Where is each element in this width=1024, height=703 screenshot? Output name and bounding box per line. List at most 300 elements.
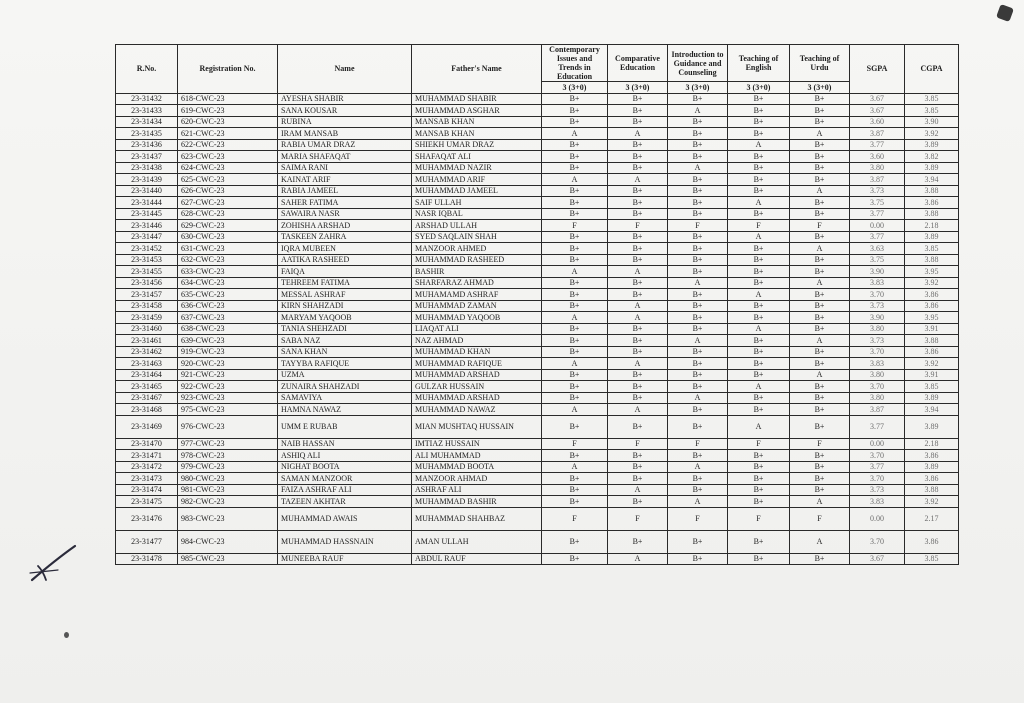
cell-reg: 632-CWC-23 [178, 254, 278, 266]
cell-grade: A [790, 335, 850, 347]
cell-cgpa: 3.89 [905, 461, 959, 473]
cell-grade: B+ [542, 392, 608, 404]
table-row [116, 93, 959, 105]
cell-grade: B+ [608, 151, 668, 163]
cell-reg: 622-CWC-23 [178, 139, 278, 151]
cell-sgpa: 3.83 [850, 277, 905, 289]
cell-grade: B+ [668, 93, 728, 105]
cell-grade: B+ [668, 197, 728, 209]
cell-grade: B+ [542, 381, 608, 393]
cell-name: RUBINA [278, 116, 412, 128]
header-row [116, 45, 959, 82]
cell-grade: A [668, 461, 728, 473]
cell-reg: 634-CWC-23 [178, 277, 278, 289]
cell-rno: 23-31472 [116, 461, 178, 473]
cell-reg: 618-CWC-23 [178, 93, 278, 105]
cell-grade: A [790, 496, 850, 508]
cell-name: IQRA MUBEEN [278, 243, 412, 255]
cell-rno: 23-31473 [116, 473, 178, 485]
cell-grade: B+ [608, 243, 668, 255]
cell-cgpa: 3.88 [905, 208, 959, 220]
cell-rno: 23-31433 [116, 105, 178, 117]
cell-father: MUHAMMAD SHAHBAZ [412, 507, 542, 530]
cell-reg: 629-CWC-23 [178, 220, 278, 232]
cell-reg: 628-CWC-23 [178, 208, 278, 220]
cell-grade: B+ [790, 266, 850, 278]
cell-name: NIGHAT BOOTA [278, 461, 412, 473]
header-father: Father's Name [412, 45, 542, 94]
cell-grade: B+ [728, 484, 790, 496]
cell-name: FAIQA [278, 266, 412, 278]
cell-grade: B+ [608, 392, 668, 404]
cell-cgpa: 3.86 [905, 530, 959, 553]
cell-reg: 624-CWC-23 [178, 162, 278, 174]
cell-grade: B+ [542, 473, 608, 485]
table-row [116, 116, 959, 128]
cell-grade: B+ [668, 208, 728, 220]
cell-grade: F [790, 220, 850, 232]
cell-grade: A [790, 243, 850, 255]
cell-reg: 979-CWC-23 [178, 461, 278, 473]
header-subject-2: Comparative Education [608, 45, 668, 82]
staple-mark [996, 4, 1014, 22]
cell-sgpa: 3.80 [850, 369, 905, 381]
cell-grade: A [608, 300, 668, 312]
table-row [116, 450, 959, 462]
table-row [116, 484, 959, 496]
header-subject-1: Contemporary Issues and Trends in Education [542, 45, 608, 82]
cell-grade: A [608, 358, 668, 370]
cell-reg: 921-CWC-23 [178, 369, 278, 381]
cell-cgpa: 3.86 [905, 300, 959, 312]
cell-rno: 23-31445 [116, 208, 178, 220]
cell-sgpa: 3.70 [850, 530, 905, 553]
cell-reg: 977-CWC-23 [178, 438, 278, 450]
cell-cgpa: 3.89 [905, 231, 959, 243]
cell-grade: B+ [790, 346, 850, 358]
cell-grade: B+ [542, 335, 608, 347]
cell-grade: B+ [608, 381, 668, 393]
cell-grade: B+ [790, 139, 850, 151]
cell-reg: 919-CWC-23 [178, 346, 278, 358]
cell-grade: B+ [790, 300, 850, 312]
cell-rno: 23-31435 [116, 128, 178, 140]
cell-grade: B+ [728, 496, 790, 508]
cell-grade: B+ [542, 116, 608, 128]
cell-cgpa: 3.89 [905, 392, 959, 404]
cell-grade: A [608, 404, 668, 416]
cell-name: SANA KHAN [278, 346, 412, 358]
cell-reg: 631-CWC-23 [178, 243, 278, 255]
cell-reg: 639-CWC-23 [178, 335, 278, 347]
cell-grade: B+ [728, 530, 790, 553]
cell-sgpa: 3.77 [850, 139, 905, 151]
cell-grade: B+ [728, 473, 790, 485]
cell-grade: B+ [728, 461, 790, 473]
cell-grade: B+ [608, 461, 668, 473]
cell-rno: 23-31459 [116, 312, 178, 324]
cell-grade: B+ [608, 254, 668, 266]
cell-cgpa: 3.95 [905, 266, 959, 278]
cell-name: TAZEEN AKHTAR [278, 496, 412, 508]
table-row [116, 404, 959, 416]
cell-grade: A [542, 266, 608, 278]
cell-father: NASR IQBAL [412, 208, 542, 220]
cell-name: MARIA SHAFAQAT [278, 151, 412, 163]
table-row [116, 289, 959, 301]
cell-rno: 23-31474 [116, 484, 178, 496]
cell-grade: B+ [542, 162, 608, 174]
cell-grade: B+ [790, 404, 850, 416]
cell-cgpa: 3.85 [905, 93, 959, 105]
cell-grade: B+ [668, 404, 728, 416]
cell-rno: 23-31434 [116, 116, 178, 128]
cell-grade: B+ [790, 323, 850, 335]
cell-father: MUHAMMAD YAQOOB [412, 312, 542, 324]
cell-rno: 23-31457 [116, 289, 178, 301]
cell-grade: B+ [668, 415, 728, 438]
cell-grade: B+ [668, 450, 728, 462]
cell-reg: 920-CWC-23 [178, 358, 278, 370]
cell-rno: 23-31477 [116, 530, 178, 553]
cell-cgpa: 3.89 [905, 415, 959, 438]
cell-reg: 619-CWC-23 [178, 105, 278, 117]
cell-grade: B+ [608, 139, 668, 151]
table-row [116, 151, 959, 163]
cell-name: SAIMA RANI [278, 162, 412, 174]
cell-grade: B+ [790, 415, 850, 438]
table-row [116, 105, 959, 117]
cell-name: ZOHISHA ARSHAD [278, 220, 412, 232]
cell-grade: B+ [790, 174, 850, 186]
cell-grade: A [668, 496, 728, 508]
cell-sgpa: 0.00 [850, 220, 905, 232]
cell-name: TANIA SHEHZADI [278, 323, 412, 335]
cell-reg: 976-CWC-23 [178, 415, 278, 438]
cell-cgpa: 3.86 [905, 289, 959, 301]
cell-cgpa: 3.91 [905, 323, 959, 335]
cell-sgpa: 3.77 [850, 461, 905, 473]
cell-cgpa: 2.18 [905, 438, 959, 450]
cell-grade: B+ [668, 300, 728, 312]
cell-grade: B+ [608, 231, 668, 243]
cell-reg: 635-CWC-23 [178, 289, 278, 301]
cell-grade: A [542, 174, 608, 186]
cell-grade: B+ [790, 358, 850, 370]
cell-grade: B+ [668, 484, 728, 496]
cell-cgpa: 3.89 [905, 139, 959, 151]
cell-cgpa: 3.92 [905, 358, 959, 370]
cell-rno: 23-31471 [116, 450, 178, 462]
cell-rno: 23-31460 [116, 323, 178, 335]
cell-name: SAHER FATIMA [278, 197, 412, 209]
cell-grade: A [790, 128, 850, 140]
cell-grade: B+ [728, 208, 790, 220]
cell-father: MUHAMAMD ASHRAF [412, 289, 542, 301]
cell-sgpa: 3.75 [850, 254, 905, 266]
cell-grade: B+ [668, 346, 728, 358]
cell-grade: A [790, 530, 850, 553]
cell-grade: B+ [608, 530, 668, 553]
table-row [116, 381, 959, 393]
cell-grade: B+ [728, 369, 790, 381]
cell-name: SAMAVIYA [278, 392, 412, 404]
table-row [116, 174, 959, 186]
cell-grade: B+ [542, 496, 608, 508]
cell-father: ABDUL RAUF [412, 553, 542, 565]
cell-rno: 23-31461 [116, 335, 178, 347]
cell-sgpa: 3.90 [850, 266, 905, 278]
cell-grade: B+ [542, 93, 608, 105]
cell-rno: 23-31464 [116, 369, 178, 381]
cell-cgpa: 3.86 [905, 197, 959, 209]
cell-name: IRAM MANSAB [278, 128, 412, 140]
cell-sgpa: 0.00 [850, 438, 905, 450]
credit-label: 3 (3+0) [790, 82, 850, 94]
cell-grade: B+ [728, 553, 790, 565]
cell-cgpa: 3.92 [905, 496, 959, 508]
table-row [116, 461, 959, 473]
cell-name: TAYYBA RAFIQUE [278, 358, 412, 370]
table-row [116, 415, 959, 438]
cell-sgpa: 3.80 [850, 392, 905, 404]
cell-father: ALI MUHAMMAD [412, 450, 542, 462]
cell-grade: B+ [668, 323, 728, 335]
cell-grade: B+ [728, 174, 790, 186]
cell-reg: 981-CWC-23 [178, 484, 278, 496]
cell-father: MUHAMMAD ARIF [412, 174, 542, 186]
cell-cgpa: 3.82 [905, 151, 959, 163]
cell-grade: A [542, 461, 608, 473]
cell-name: MARYAM YAQOOB [278, 312, 412, 324]
cell-grade: B+ [608, 93, 668, 105]
cell-rno: 23-31440 [116, 185, 178, 197]
cell-cgpa: 3.88 [905, 254, 959, 266]
table-row [116, 507, 959, 530]
cell-cgpa: 3.85 [905, 243, 959, 255]
cell-sgpa: 3.60 [850, 151, 905, 163]
cell-grade: B+ [728, 300, 790, 312]
cell-grade: B+ [728, 277, 790, 289]
cell-grade: B+ [608, 346, 668, 358]
cell-father: NAZ AHMAD [412, 335, 542, 347]
ink-dot [64, 632, 69, 638]
cell-grade: B+ [790, 450, 850, 462]
results-body [116, 93, 959, 565]
cell-grade: B+ [728, 450, 790, 462]
header-rno: R.No. [116, 45, 178, 94]
cell-grade: A [542, 404, 608, 416]
table-row [116, 254, 959, 266]
header-subject-5: Teaching of Urdu [790, 45, 850, 82]
cell-grade: B+ [542, 530, 608, 553]
cell-sgpa: 3.60 [850, 116, 905, 128]
cell-name: SABA NAZ [278, 335, 412, 347]
table-row [116, 208, 959, 220]
cell-grade: B+ [542, 300, 608, 312]
cell-grade: A [608, 266, 668, 278]
cell-name: AYESHA SHABIR [278, 93, 412, 105]
cell-grade: B+ [542, 208, 608, 220]
header-cgpa: CGPA [905, 45, 959, 94]
cell-father: ARSHAD ULLAH [412, 220, 542, 232]
cell-cgpa: 2.17 [905, 507, 959, 530]
table-row [116, 392, 959, 404]
cell-grade: F [668, 220, 728, 232]
cell-name: SAWAIRA NASR [278, 208, 412, 220]
header-reg: Registration No. [178, 45, 278, 94]
cell-grade: A [668, 162, 728, 174]
cell-reg: 636-CWC-23 [178, 300, 278, 312]
cell-grade: F [542, 507, 608, 530]
header-sgpa: SGPA [850, 45, 905, 94]
cell-cgpa: 3.94 [905, 404, 959, 416]
cell-grade: B+ [668, 254, 728, 266]
cell-grade: B+ [790, 93, 850, 105]
cell-sgpa: 0.00 [850, 507, 905, 530]
cell-grade: F [728, 220, 790, 232]
handwritten-tick-mark [28, 540, 78, 585]
cell-father: SHIEKH UMAR DRAZ [412, 139, 542, 151]
table-row [116, 323, 959, 335]
table-row [116, 128, 959, 140]
cell-grade: B+ [608, 116, 668, 128]
cell-rno: 23-31446 [116, 220, 178, 232]
cell-grade: B+ [542, 415, 608, 438]
cell-grade: B+ [790, 208, 850, 220]
cell-father: SHARFARAZ AHMAD [412, 277, 542, 289]
cell-name: ASHIQ ALI [278, 450, 412, 462]
cell-grade: B+ [668, 266, 728, 278]
cell-name: SAMAN MANZOOR [278, 473, 412, 485]
cell-reg: 982-CWC-23 [178, 496, 278, 508]
cell-grade: B+ [728, 162, 790, 174]
cell-reg: 922-CWC-23 [178, 381, 278, 393]
cell-grade: B+ [790, 312, 850, 324]
cell-grade: B+ [790, 231, 850, 243]
cell-name: MUNEEBA RAUF [278, 553, 412, 565]
cell-cgpa: 3.95 [905, 312, 959, 324]
cell-father: IMTIAZ HUSSAIN [412, 438, 542, 450]
cell-rno: 23-31476 [116, 507, 178, 530]
cell-name: UMM E RUBAB [278, 415, 412, 438]
cell-grade: B+ [728, 243, 790, 255]
cell-grade: A [728, 381, 790, 393]
cell-rno: 23-31455 [116, 266, 178, 278]
cell-grade: B+ [790, 381, 850, 393]
cell-grade: A [542, 358, 608, 370]
cell-father: GULZAR HUSSAIN [412, 381, 542, 393]
cell-grade: B+ [668, 174, 728, 186]
table-row [116, 185, 959, 197]
cell-sgpa: 3.70 [850, 473, 905, 485]
cell-cgpa: 2.18 [905, 220, 959, 232]
cell-grade: B+ [542, 323, 608, 335]
cell-name: FAIZA ASHRAF ALI [278, 484, 412, 496]
cell-grade: B+ [790, 473, 850, 485]
cell-sgpa: 3.63 [850, 243, 905, 255]
table-row [116, 197, 959, 209]
cell-grade: A [542, 128, 608, 140]
cell-sgpa: 3.83 [850, 496, 905, 508]
cell-father: MANZOOR AHMED [412, 243, 542, 255]
cell-rno: 23-31447 [116, 231, 178, 243]
cell-grade: B+ [790, 289, 850, 301]
cell-grade: A [542, 312, 608, 324]
cell-sgpa: 3.70 [850, 346, 905, 358]
cell-reg: 627-CWC-23 [178, 197, 278, 209]
cell-name: TEHREEM FATIMA [278, 277, 412, 289]
cell-rno: 23-31458 [116, 300, 178, 312]
cell-reg: 621-CWC-23 [178, 128, 278, 140]
cell-cgpa: 3.86 [905, 450, 959, 462]
cell-grade: B+ [790, 484, 850, 496]
cell-cgpa: 3.94 [905, 174, 959, 186]
cell-reg: 984-CWC-23 [178, 530, 278, 553]
cell-cgpa: 3.85 [905, 105, 959, 117]
cell-grade: B+ [608, 415, 668, 438]
cell-father: MUHAMMAD RASHEED [412, 254, 542, 266]
cell-rno: 23-31444 [116, 197, 178, 209]
cell-grade: B+ [608, 185, 668, 197]
cell-father: BASHIR [412, 266, 542, 278]
cell-grade: A [608, 128, 668, 140]
cell-father: SHAFAQAT ALI [412, 151, 542, 163]
table-row [116, 266, 959, 278]
cell-grade: B+ [728, 185, 790, 197]
table-row [116, 369, 959, 381]
cell-father: MUHAMMAD ZAMAN [412, 300, 542, 312]
table-row [116, 358, 959, 370]
cell-sgpa: 3.83 [850, 358, 905, 370]
cell-grade: B+ [790, 553, 850, 565]
cell-grade: B+ [608, 197, 668, 209]
cell-grade: F [728, 507, 790, 530]
table-row [116, 346, 959, 358]
table-row [116, 553, 959, 565]
cell-reg: 620-CWC-23 [178, 116, 278, 128]
cell-cgpa: 3.91 [905, 369, 959, 381]
table-row [116, 473, 959, 485]
cell-cgpa: 3.92 [905, 128, 959, 140]
cell-grade: A [668, 105, 728, 117]
cell-father: MUHAMMAD ARSHAD [412, 392, 542, 404]
cell-sgpa: 3.70 [850, 381, 905, 393]
cell-father: SAIF ULLAH [412, 197, 542, 209]
cell-sgpa: 3.73 [850, 185, 905, 197]
cell-sgpa: 3.70 [850, 450, 905, 462]
cell-reg: 633-CWC-23 [178, 266, 278, 278]
cell-grade: A [608, 484, 668, 496]
cell-rno: 23-31468 [116, 404, 178, 416]
cell-rno: 23-31469 [116, 415, 178, 438]
cell-father: MUHAMMAD NAZIR [412, 162, 542, 174]
table-row [116, 231, 959, 243]
cell-sgpa: 3.67 [850, 553, 905, 565]
cell-grade: B+ [728, 93, 790, 105]
cell-grade: B+ [790, 162, 850, 174]
cell-father: ASHRAF ALI [412, 484, 542, 496]
cell-sgpa: 3.87 [850, 174, 905, 186]
table-row [116, 300, 959, 312]
cell-grade: F [608, 507, 668, 530]
cell-reg: 623-CWC-23 [178, 151, 278, 163]
cell-rno: 23-31439 [116, 174, 178, 186]
cell-grade: B+ [608, 105, 668, 117]
cell-father: MUHAMMAD BASHIR [412, 496, 542, 508]
cell-sgpa: 3.73 [850, 335, 905, 347]
cell-grade: B+ [542, 243, 608, 255]
